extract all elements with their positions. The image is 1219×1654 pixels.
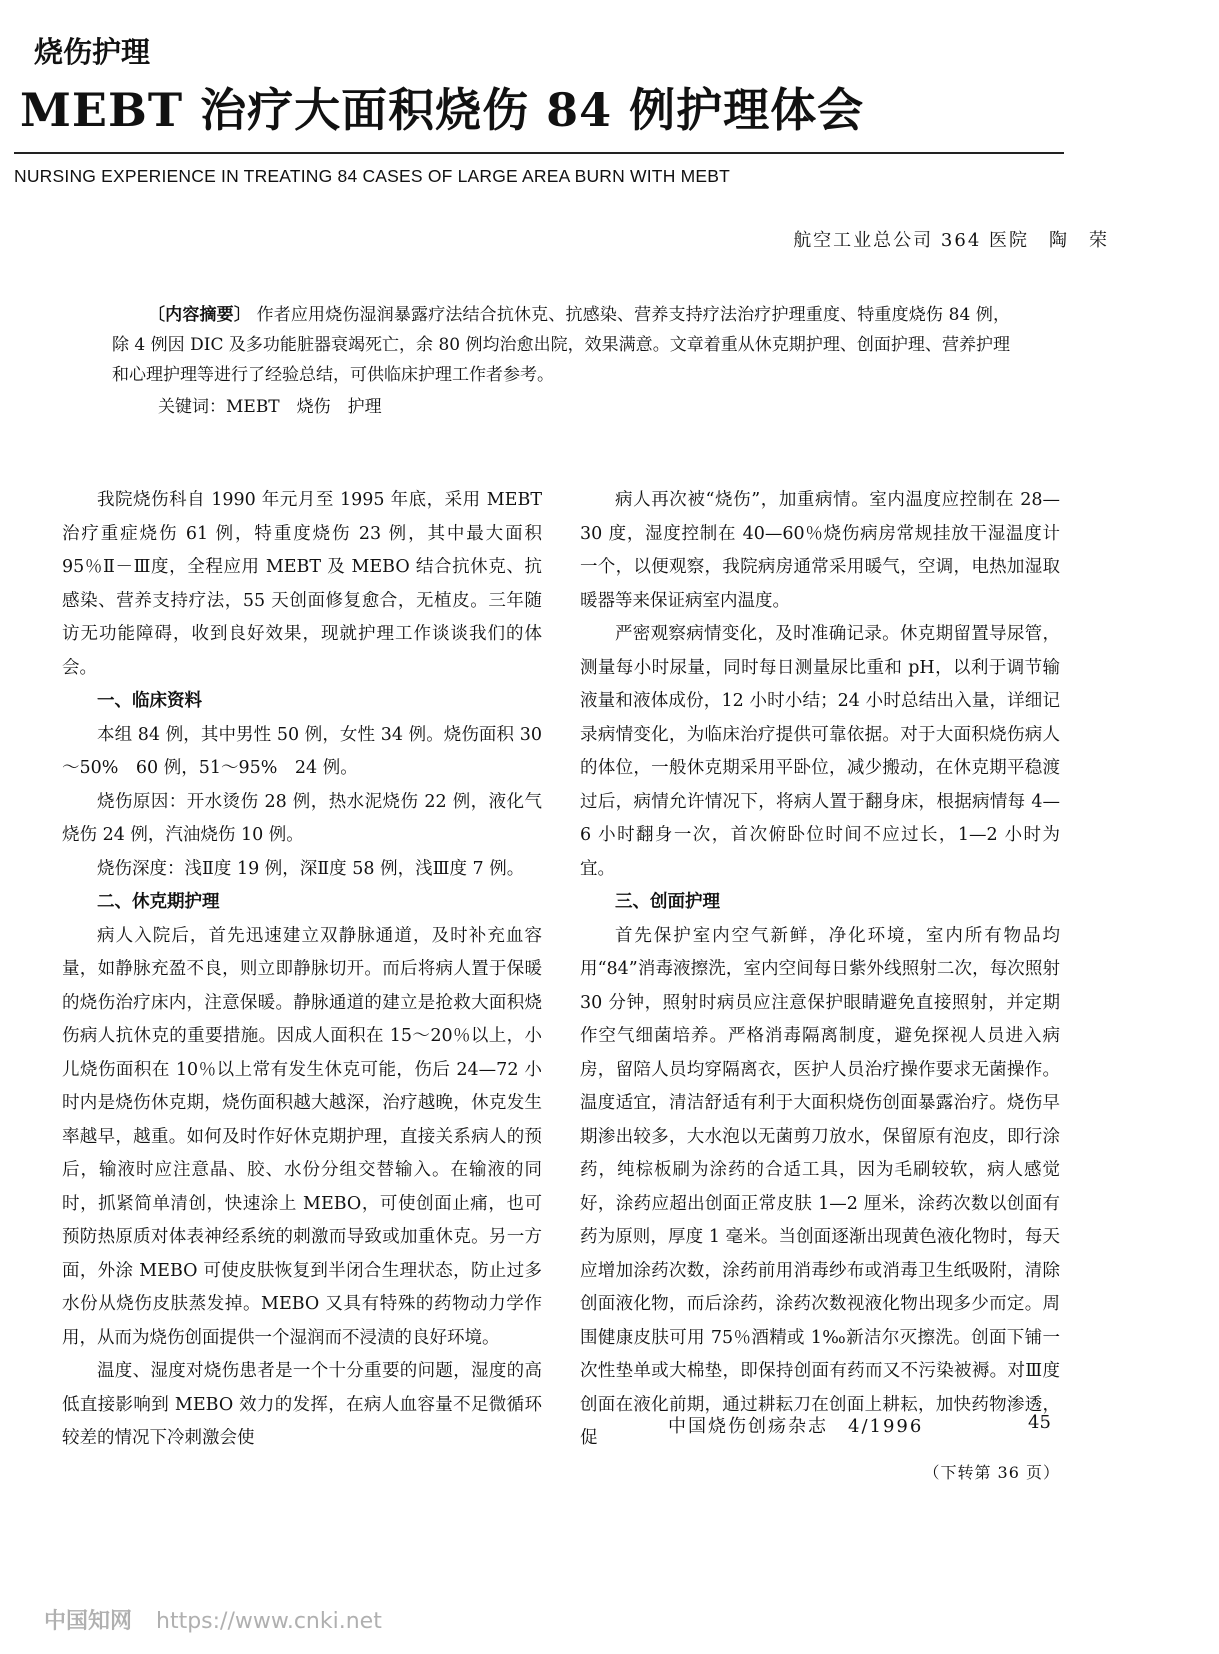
keywords-text: MEBT 烧伤 护理 bbox=[226, 397, 382, 417]
section-heading-clinical: 一、临床资料 bbox=[97, 691, 202, 711]
author-affiliation: 航空工业总公司 364 医院 陶 荣 bbox=[793, 230, 1109, 251]
continued-note: （下转第 36 页） bbox=[923, 1462, 1060, 1482]
abstract-text: 作者应用烧伤湿润暴露疗法结合抗休克、抗感染、营养支持疗法治疗护理重度、特重度烧伤 84 例，除 4 例因 DIC 及多功能脏器衰竭死亡，余 80 例均治愈出院，效果满意。文章着重从休克期护理、创面护理、营养护理和心理护理等进行了经验总结，可供临床护理工作者参考。 bbox=[112, 305, 1011, 385]
paragraph: 首先保护室内空气新鲜，净化环境，室内所有物品均用“84”消毒液擦洗，室内空间每日紫外线照射二次，每次照射 30 分钟，照射时病员应注意保护眼睛避免直接照射，并定期作空气细菌培养。严格消毒隔离制度，避免探视人员进入病房，留陪人员均穿隔离衣，医护人员治疗操作要求无菌操作。温度适宜，清洁舒适有利于大面积烧伤创面暴露治疗。烧伤早期渗出较多，大水泡以无菌剪刀放水，保留原有泡皮，即行涂药，纯棕板刷为涂药的合适工具，因为毛刷较软，病人感觉好，涂药应超出创面正常皮肤 1—2 厘米，涂药次数以创面有药为原则，厚度 1 毫米。当创面逐渐出现黄色液化物时，每天应增加涂药次数，涂药前用消毒纱布或消毒卫生纸吸附，清除创面液化物，而后涂药，涂药次数视液化物出现多少而定。周围健康皮肤可用 75％酒精或 1‰新洁尔灭擦洗。创面下铺一次性垫单或大棉垫，即保持创面有药而又不污染被褥。对Ⅲ度创面在液化前期，通过耕耘刀在创面上耕耘，加快药物渗透，促 bbox=[580, 925, 1060, 1448]
abstract-label: 〔内容摘要〕 bbox=[148, 305, 251, 325]
page-number: 45 bbox=[1028, 1412, 1051, 1433]
section-heading-shock: 二、休克期护理 bbox=[97, 892, 220, 912]
paragraph: 烧伤深度：浅Ⅱ度 19 例，深Ⅱ度 58 例，浅Ⅲ度 7 例。 bbox=[97, 858, 525, 879]
footer-journal: 中国烧伤创疡杂志 4/1996 bbox=[668, 1416, 924, 1437]
english-title: NURSING EXPERIENCE IN TREATING 84 CASES OF LARGE AREA BURN WITH MEBT bbox=[14, 166, 731, 186]
paragraph: 烧伤原因：开水烫伤 28 例，热水泥烧伤 22 例，液化气烧伤 24 例，汽油烧伤 10 例。 bbox=[62, 791, 542, 845]
paragraph: 温度、湿度对烧伤患者是一个十分重要的问题，湿度的高低直接影响到 MEBO 效力的发挥，在病人血容量不足微循环较差的情况下冷刺激会使 bbox=[62, 1361, 542, 1448]
title-rule bbox=[14, 152, 1064, 154]
left-column bbox=[62, 484, 542, 1456]
section-heading-wound: 三、创面护理 bbox=[615, 892, 720, 912]
watermark-logo-text: 中国知网 bbox=[44, 1609, 133, 1634]
abstract-body bbox=[112, 300, 1010, 390]
keywords-label: 关键词： bbox=[158, 397, 226, 417]
paragraph: 严密观察病情变化，及时准确记录。休克期留置导尿管，测量每小时尿量，同时每日测量尿比重和 pH，以利于调节输液量和液体成份，12 小时小结；24 小时总结出入量，详细记录病情变化，为临床治疗提供可靠依据。对于大面积烧伤病人的体位，一般休克期采用平卧位，减少搬动，在休克期平稳渡过后，病情允许情况下，将病人置于翻身床，根据病情每 4—6 小时翻身一次，首次俯卧位时间不应过长，1—2 小时为宜。 bbox=[580, 624, 1060, 879]
section-tag: 烧伤护理 bbox=[34, 35, 151, 69]
watermark-url[interactable]: https://www.cnki.net bbox=[156, 1609, 382, 1634]
keywords bbox=[158, 392, 1010, 422]
paragraph: 病人再次被“烧伤”，加重病情。室内温度应控制在 28—30 度，湿度控制在 40—60％烧伤病房常规挂放干湿温度计一个，以便观察，我院病房通常采用暖气，空调，电热加湿取暖器等来保证病室内温度。 bbox=[580, 490, 1060, 611]
paragraph: 病人入院后，首先迅速建立双静脉通道，及时补充血容量，如静脉充盈不良，则立即静脉切开。而后将病人置于保暖的烧伤治疗床内，注意保暖。静脉通道的建立是抢救大面积烧伤病人抗休克的重要措施。因成人面积在 15～20％以上，小儿烧伤面积在 10％以上常有发生休克可能，伤后 24—72 小时内是烧伤休克期，烧伤面积越大越深，治疗越晚，休克发生率越早，越重。如何及时作好休克期护理，直接关系病人的预后，输液时应注意晶、胶、水份分组交替输入。在输液的同时，抓紧简单清创，快速涂上 MEBO，可使创面止痛，也可预防热原质对体表神经系统的刺激而导致或加重休克。另一方面，外涂 MEBO 可使皮肤恢复到半闭合生理状态，防止过多水份从烧伤皮肤蒸发掉。MEBO 又具有特殊的药物动力学作用，从而为烧伤创面提供一个湿润而不浸渍的良好环境。 bbox=[62, 925, 542, 1348]
cnki-watermark bbox=[44, 1604, 382, 1635]
paragraph: 我院烧伤科自 1990 年元月至 1995 年底，采用 MEBT 治疗重症烧伤 61 例，特重度烧伤 23 例，其中最大面积 95％Ⅱ－Ⅲ度，全程应用 MEBT 及 MEBO 结合抗休克、抗感染、营养支持疗法，55 天创面修复愈合，无植皮。三年随访无功能障碍，收到良好效果，现就护理工作谈谈我们的体会。 bbox=[62, 490, 542, 678]
paragraph: 本组 84 例，其中男性 50 例，女性 34 例。烧伤面积 30～50% 60 例，51～95% 24 例。 bbox=[62, 724, 542, 778]
article-title: MEBT 治疗大面积烧伤 84 例护理体会 bbox=[20, 83, 865, 137]
abstract bbox=[112, 300, 1010, 422]
right-column bbox=[580, 484, 1060, 1489]
